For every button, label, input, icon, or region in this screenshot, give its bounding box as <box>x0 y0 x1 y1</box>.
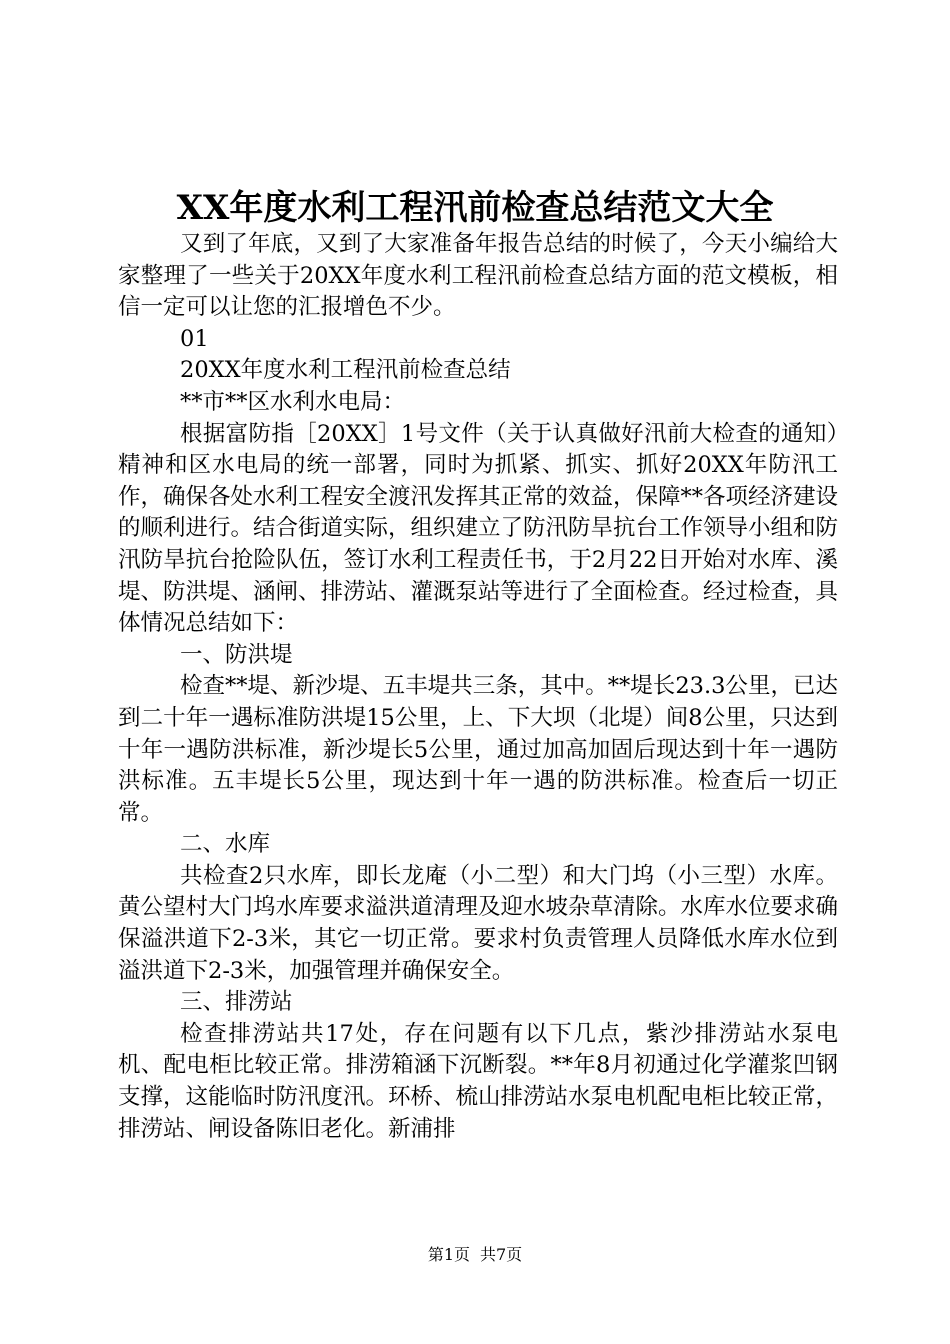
body-paragraph: 检查**堤、新沙堤、五丰堤共三条，其中。**堤长23.3公里，已达到二十年一遇标准防洪堤15公里，上、下大坝（北堤）间8公里，只达到十年一遇防洪标准，新沙堤长5公里，通过加高加固后现达到十年一遇防洪标准。五丰堤长5公里，现达到十年一遇的防洪标准。检查后一切正常。 <box>118 673 838 826</box>
page-total: 共7页 <box>480 1245 523 1264</box>
body-paragraph: 检查排涝站共17处，存在问题有以下几点，紫沙排涝站水泵电机、配电柜比较正常。排涝箱涵下沉断裂。**年8月初通过化学灌浆凹钢支撑，这能临时防汛度汛。环桥、梳山排涝站水泵电机配电柜比较正常，排涝站、闸设备陈旧老化。新浦排 <box>118 1020 839 1142</box>
page-number: 第1页 <box>427 1245 470 1264</box>
section-heading-levee: 一、防洪堤 <box>180 641 293 668</box>
body-paragraph: 根据富防指［20XX］1号文件（关于认真做好汛前大检查的通知）精神和区水电局的统一部署，同时为抓紧、抓实、抓好20XX年防汛工作，确保各处水利工程安全渡汛发挥其正常的效益，保障**各项经济建设的顺利进行。结合街道实际，组织建立了防汛防旱抗台工作领导小组和防汛防旱抗台抢险队伍，签订水利工程责任书，于2月22日开始对水库、溪堤、防洪堤、涵闸、排涝站、灌溉泵站等进行了全面检查。经过检查，具体情况总结如下： <box>118 420 839 637</box>
section-heading-drainage: 三、排涝站 <box>180 989 293 1016</box>
document-title: XX年度水利工程汛前检查总结范文大全 <box>176 188 774 228</box>
article-heading: 20XX年度水利工程汛前检查总结 <box>180 357 511 384</box>
page-footer <box>0 1245 950 1265</box>
body-paragraph: 共检查2只水库，即长龙庵（小二型）和大门坞（小三型）水库。黄公望村大门坞水库要求溢洪道清理及迎水坡杂草清除。水库水位要求确保溢洪道下2-3米，其它一切正常。要求村负责管理人员降低水库水位到溢洪道下2-3米，加强管理并确保安全。 <box>118 862 839 984</box>
addressee: **市**区水利水电局： <box>180 388 406 415</box>
section-number: 01 <box>180 325 209 352</box>
document-body <box>118 229 838 1145</box>
section-heading-reservoir: 二、水库 <box>180 831 271 858</box>
intro-paragraph: 又到了年底，又到了大家准备年报告总结的时候了，今天小编给大家整理了一些关于20XX年度水利工程汛前检查总结方面的范文模板，相信一定可以让您的汇报增色不少。 <box>118 231 838 321</box>
